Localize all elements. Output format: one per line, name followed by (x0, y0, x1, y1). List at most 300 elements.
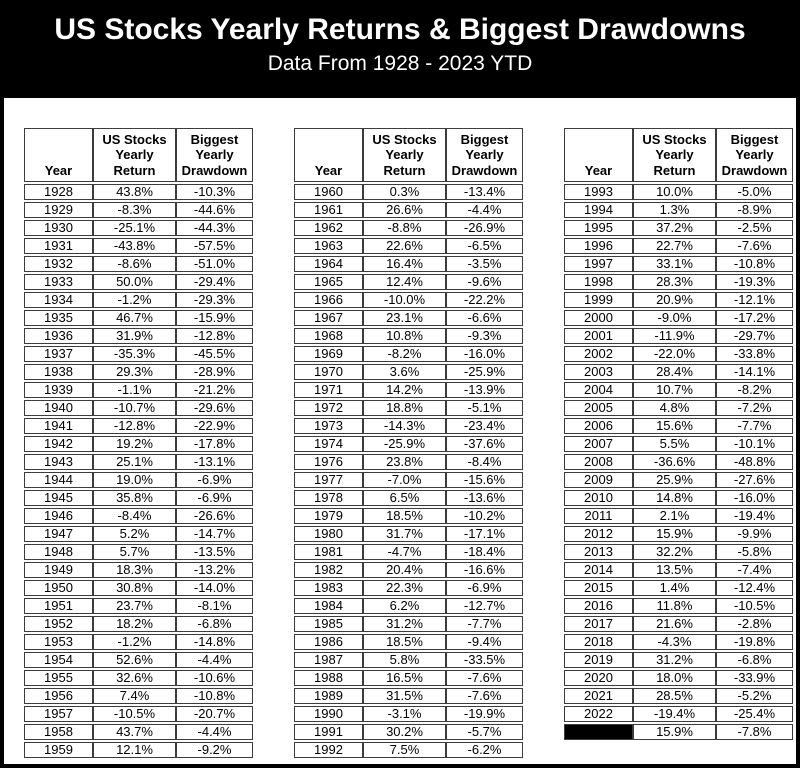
drawdown-cell: -33.5% (446, 652, 523, 668)
return-cell: 29.3% (93, 364, 176, 380)
return-cell: -25.9% (363, 436, 446, 452)
table-row (564, 418, 793, 434)
table-row (564, 652, 793, 668)
return-cell: -19.4% (633, 706, 716, 722)
return-cell: -36.6% (633, 454, 716, 470)
return-cell: 15.9% (633, 526, 716, 542)
drawdown-cell: -10.1% (716, 436, 793, 452)
drawdown-cell: -19.4% (716, 508, 793, 524)
drawdown-cell: -6.9% (446, 580, 523, 596)
year-cell: 1997 (564, 256, 633, 272)
year-cell: 2003 (564, 364, 633, 380)
drawdown-cell: -7.7% (716, 418, 793, 434)
table-row (294, 346, 523, 362)
year-cell: 1969 (294, 346, 363, 362)
table-row (564, 724, 793, 740)
column-header-drawdown: Biggest Yearly Drawdown (446, 128, 523, 182)
return-cell: 16.4% (363, 256, 446, 272)
drawdown-cell: -9.3% (446, 328, 523, 344)
year-cell: 1995 (564, 220, 633, 236)
return-cell: 14.2% (363, 382, 446, 398)
year-cell: 1928 (24, 184, 93, 200)
return-cell: 31.2% (633, 652, 716, 668)
column-header-return: US Stocks Yearly Return (363, 128, 446, 182)
drawdown-cell: -29.3% (176, 292, 253, 308)
year-cell: 1959 (24, 742, 93, 758)
year-cell: 1984 (294, 598, 363, 614)
year-cell: 1942 (24, 436, 93, 452)
table-row (564, 580, 793, 596)
table-row (294, 220, 523, 236)
table-row (564, 292, 793, 308)
drawdown-cell: -51.0% (176, 256, 253, 272)
return-cell: 32.6% (93, 670, 176, 686)
return-cell: 52.6% (93, 652, 176, 668)
table-row (564, 472, 793, 488)
drawdown-cell: -12.7% (446, 598, 523, 614)
drawdown-cell: -7.6% (446, 670, 523, 686)
table-row (24, 256, 253, 272)
drawdown-cell: -29.6% (176, 400, 253, 416)
year-cell: 1943 (24, 454, 93, 470)
table-row (294, 328, 523, 344)
drawdown-cell: -5.0% (716, 184, 793, 200)
drawdown-cell: -22.9% (176, 418, 253, 434)
return-cell: 46.7% (93, 310, 176, 326)
table-row (564, 490, 793, 506)
year-cell: 1990 (294, 706, 363, 722)
table-row (564, 616, 793, 632)
year-cell: 1982 (294, 562, 363, 578)
returns-table (564, 126, 793, 742)
drawdown-cell: -17.1% (446, 526, 523, 542)
return-cell: 23.8% (363, 454, 446, 470)
return-cell: 5.7% (93, 544, 176, 560)
year-cell: 2011 (564, 508, 633, 524)
year-cell: 1979 (294, 508, 363, 524)
year-cell: 1938 (24, 364, 93, 380)
drawdown-cell: -14.0% (176, 580, 253, 596)
drawdown-cell: -8.4% (446, 454, 523, 470)
year-cell: 1977 (294, 472, 363, 488)
column-header-year: Year (294, 128, 363, 182)
year-cell: 2013 (564, 544, 633, 560)
year-cell: 1935 (24, 310, 93, 326)
year-cell: 1989 (294, 688, 363, 704)
year-cell: 1939 (24, 382, 93, 398)
year-cell: 1981 (294, 544, 363, 560)
return-cell: -3.1% (363, 706, 446, 722)
year-cell: 1972 (294, 400, 363, 416)
year-cell: 2006 (564, 418, 633, 434)
return-cell: -22.0% (633, 346, 716, 362)
table-row (294, 652, 523, 668)
drawdown-cell: -19.8% (716, 634, 793, 650)
table-row (564, 238, 793, 254)
year-cell: 1971 (294, 382, 363, 398)
drawdown-cell: -20.7% (176, 706, 253, 722)
return-cell: -12.8% (93, 418, 176, 434)
table-row (294, 742, 523, 758)
year-cell: 2019 (564, 652, 633, 668)
year-cell: 1973 (294, 418, 363, 434)
drawdown-cell: -14.8% (176, 634, 253, 650)
table-row (24, 508, 253, 524)
table-row (294, 706, 523, 722)
return-cell: -11.9% (633, 328, 716, 344)
return-cell: 6.2% (363, 598, 446, 614)
year-cell: 1955 (24, 670, 93, 686)
year-cell: 1930 (24, 220, 93, 236)
drawdown-cell: -7.6% (716, 238, 793, 254)
drawdown-cell: -45.5% (176, 346, 253, 362)
drawdown-cell: -10.8% (176, 688, 253, 704)
drawdown-cell: -37.6% (446, 436, 523, 452)
drawdown-cell: -13.5% (176, 544, 253, 560)
title-banner (0, 0, 800, 85)
drawdown-cell: -21.2% (176, 382, 253, 398)
drawdown-cell: -14.1% (716, 364, 793, 380)
year-cell: 1950 (24, 580, 93, 596)
return-cell: 19.0% (93, 472, 176, 488)
drawdown-cell: -7.6% (446, 688, 523, 704)
year-cell: 2000 (564, 310, 633, 326)
drawdown-cell: -9.2% (176, 742, 253, 758)
header-row (294, 128, 523, 182)
table-row (564, 220, 793, 236)
return-cell: -43.8% (93, 238, 176, 254)
table-row (564, 310, 793, 326)
return-cell: 25.1% (93, 454, 176, 470)
year-cell: 1934 (24, 292, 93, 308)
drawdown-cell: -3.5% (446, 256, 523, 272)
return-cell: 5.8% (363, 652, 446, 668)
return-cell: -10.5% (93, 706, 176, 722)
return-cell: 15.6% (633, 418, 716, 434)
table-row (564, 346, 793, 362)
year-cell: 1993 (564, 184, 633, 200)
return-cell: 14.8% (633, 490, 716, 506)
drawdown-cell: -22.2% (446, 292, 523, 308)
return-cell: -1.1% (93, 382, 176, 398)
drawdown-cell: -13.4% (446, 184, 523, 200)
return-cell: 28.4% (633, 364, 716, 380)
drawdown-cell: -13.1% (176, 454, 253, 470)
table-row (294, 454, 523, 470)
year-cell: 1987 (294, 652, 363, 668)
drawdown-cell: -19.3% (716, 274, 793, 290)
table-row (294, 364, 523, 380)
year-cell: 1970 (294, 364, 363, 380)
table-row (24, 238, 253, 254)
drawdown-cell: -2.8% (716, 616, 793, 632)
drawdown-cell: -5.1% (446, 400, 523, 416)
drawdown-cell: -12.8% (176, 328, 253, 344)
drawdown-cell: -10.3% (176, 184, 253, 200)
return-cell: 7.4% (93, 688, 176, 704)
drawdown-cell: -17.2% (716, 310, 793, 326)
return-cell: 35.8% (93, 490, 176, 506)
returns-table-1993-2023 (564, 126, 793, 742)
year-cell: 2002 (564, 346, 633, 362)
drawdown-cell: -26.6% (176, 508, 253, 524)
year-cell: 1936 (24, 328, 93, 344)
drawdown-cell: -6.5% (446, 238, 523, 254)
table-row (294, 436, 523, 452)
table-row (24, 436, 253, 452)
return-cell: 18.8% (363, 400, 446, 416)
return-cell: 28.3% (633, 274, 716, 290)
drawdown-cell: -7.4% (716, 562, 793, 578)
table-row (294, 382, 523, 398)
drawdown-cell: -4.4% (446, 202, 523, 218)
return-cell: 6.5% (363, 490, 446, 506)
drawdown-cell: -10.5% (716, 598, 793, 614)
year-cell: 1944 (24, 472, 93, 488)
year-cell: 1941 (24, 418, 93, 434)
year-cell: 2015 (564, 580, 633, 596)
table-row (24, 598, 253, 614)
header-row (24, 128, 253, 182)
year-cell: 1966 (294, 292, 363, 308)
year-cell: 2010 (564, 490, 633, 506)
return-cell: 12.1% (93, 742, 176, 758)
year-cell: 1999 (564, 292, 633, 308)
drawdown-cell: -5.2% (716, 688, 793, 704)
table-row (24, 346, 253, 362)
return-cell: 10.8% (363, 328, 446, 344)
year-cell: 1956 (24, 688, 93, 704)
return-cell: 26.6% (363, 202, 446, 218)
year-cell: 1968 (294, 328, 363, 344)
page-title: US Stocks Yearly Returns & Biggest Drawdowns (54, 13, 746, 46)
return-cell: 13.5% (633, 562, 716, 578)
year-cell: 1962 (294, 220, 363, 236)
return-cell: 20.4% (363, 562, 446, 578)
year-cell: 1951 (24, 598, 93, 614)
drawdown-cell: -7.8% (716, 724, 793, 740)
return-cell: 23.1% (363, 310, 446, 326)
return-cell: 18.0% (633, 670, 716, 686)
table-row (24, 688, 253, 704)
return-cell: 18.2% (93, 616, 176, 632)
table-row (24, 310, 253, 326)
column-header-return: US Stocks Yearly Return (93, 128, 176, 182)
return-cell: 0.3% (363, 184, 446, 200)
column-header-return: US Stocks Yearly Return (633, 128, 716, 182)
year-cell: 2014 (564, 562, 633, 578)
drawdown-cell: -9.6% (446, 274, 523, 290)
year-cell: 1986 (294, 634, 363, 650)
return-cell: -9.0% (633, 310, 716, 326)
return-cell: 31.2% (363, 616, 446, 632)
return-cell: 22.3% (363, 580, 446, 596)
table-row (294, 634, 523, 650)
return-cell: 37.2% (633, 220, 716, 236)
year-cell: 2017 (564, 616, 633, 632)
return-cell: 25.9% (633, 472, 716, 488)
return-cell: 18.3% (93, 562, 176, 578)
drawdown-cell: -29.7% (716, 328, 793, 344)
return-cell: 33.1% (633, 256, 716, 272)
table-row (24, 220, 253, 236)
drawdown-cell: -2.5% (716, 220, 793, 236)
table-row (24, 382, 253, 398)
year-cell: 1964 (294, 256, 363, 272)
drawdown-cell: -13.9% (446, 382, 523, 398)
table-row (294, 526, 523, 542)
table-row (294, 508, 523, 524)
year-cell: 2009 (564, 472, 633, 488)
table-row (24, 544, 253, 560)
drawdown-cell: -9.9% (716, 526, 793, 542)
return-cell: -8.4% (93, 508, 176, 524)
column-header-year: Year (564, 128, 633, 182)
return-cell: -10.0% (363, 292, 446, 308)
table-row (564, 274, 793, 290)
year-cell: 1965 (294, 274, 363, 290)
drawdown-cell: -12.4% (716, 580, 793, 596)
year-cell: 2005 (564, 400, 633, 416)
tables-container (24, 126, 796, 760)
return-cell: 32.2% (633, 544, 716, 560)
returns-table-1928-1959 (24, 126, 253, 760)
table-row (564, 256, 793, 272)
return-cell: 3.6% (363, 364, 446, 380)
return-cell: -25.1% (93, 220, 176, 236)
return-cell: 20.9% (633, 292, 716, 308)
return-cell: 18.5% (363, 634, 446, 650)
return-cell: 21.6% (633, 616, 716, 632)
drawdown-cell: -10.8% (716, 256, 793, 272)
drawdown-cell: -27.6% (716, 472, 793, 488)
year-cell: 1978 (294, 490, 363, 506)
table-row (294, 472, 523, 488)
table-row (564, 364, 793, 380)
table-row (564, 598, 793, 614)
drawdown-cell: -6.8% (716, 652, 793, 668)
return-cell: -4.7% (363, 544, 446, 560)
return-cell: -7.0% (363, 472, 446, 488)
table-row (24, 454, 253, 470)
drawdown-cell: -15.6% (446, 472, 523, 488)
table-row (24, 184, 253, 200)
drawdown-cell: -29.4% (176, 274, 253, 290)
table-row (564, 562, 793, 578)
year-cell: 2023 (564, 724, 633, 740)
drawdown-cell: -6.2% (446, 742, 523, 758)
return-cell: 10.0% (633, 184, 716, 200)
return-cell: 2.1% (633, 508, 716, 524)
table-row (294, 688, 523, 704)
table-row (294, 310, 523, 326)
table-row (294, 598, 523, 614)
drawdown-cell: -44.6% (176, 202, 253, 218)
year-cell: 1946 (24, 508, 93, 524)
table-row (564, 634, 793, 650)
return-cell: 5.5% (633, 436, 716, 452)
returns-table-1960-1992 (294, 126, 523, 760)
table-row (24, 274, 253, 290)
return-cell: 31.7% (363, 526, 446, 542)
return-cell: 10.7% (633, 382, 716, 398)
year-cell: 1933 (24, 274, 93, 290)
return-cell: 16.5% (363, 670, 446, 686)
year-cell: 1996 (564, 238, 633, 254)
drawdown-cell: -6.9% (176, 490, 253, 506)
drawdown-cell: -17.8% (176, 436, 253, 452)
return-cell: -4.3% (633, 634, 716, 650)
year-cell: 1945 (24, 490, 93, 506)
table-row (24, 490, 253, 506)
drawdown-cell: -10.6% (176, 670, 253, 686)
drawdown-cell: -15.9% (176, 310, 253, 326)
return-cell: 7.5% (363, 742, 446, 758)
drawdown-cell: -48.8% (716, 454, 793, 470)
table-row (294, 490, 523, 506)
year-cell: 1948 (24, 544, 93, 560)
year-cell: 1992 (294, 742, 363, 758)
year-cell: 2001 (564, 328, 633, 344)
table-row (564, 526, 793, 542)
table-row (564, 706, 793, 722)
table-row (24, 562, 253, 578)
header-row (564, 128, 793, 182)
drawdown-cell: -7.7% (446, 616, 523, 632)
column-header-year: Year (24, 128, 93, 182)
return-cell: 12.4% (363, 274, 446, 290)
drawdown-cell: -23.4% (446, 418, 523, 434)
drawdown-cell: -16.6% (446, 562, 523, 578)
return-cell: -1.2% (93, 292, 176, 308)
drawdown-cell: -4.4% (176, 724, 253, 740)
year-cell: 2008 (564, 454, 633, 470)
return-cell: 31.9% (93, 328, 176, 344)
year-cell: 1929 (24, 202, 93, 218)
drawdown-cell: -10.2% (446, 508, 523, 524)
year-cell: 2018 (564, 634, 633, 650)
return-cell: 30.2% (363, 724, 446, 740)
table-row (24, 364, 253, 380)
drawdown-cell: -7.2% (716, 400, 793, 416)
return-cell: 19.2% (93, 436, 176, 452)
table-row (564, 202, 793, 218)
table-row (564, 400, 793, 416)
return-cell: 22.7% (633, 238, 716, 254)
year-cell: 2016 (564, 598, 633, 614)
table-row (24, 526, 253, 542)
drawdown-cell: -9.4% (446, 634, 523, 650)
table-row (24, 652, 253, 668)
drawdown-cell: -13.2% (176, 562, 253, 578)
table-row (564, 544, 793, 560)
table-row (24, 400, 253, 416)
drawdown-cell: -8.2% (716, 382, 793, 398)
table-row (24, 328, 253, 344)
year-cell: 1961 (294, 202, 363, 218)
table-row (24, 724, 253, 740)
return-cell: 4.8% (633, 400, 716, 416)
drawdown-cell: -18.4% (446, 544, 523, 560)
table-row (294, 544, 523, 560)
return-cell: 15.9% (633, 724, 716, 740)
drawdown-cell: -13.6% (446, 490, 523, 506)
return-cell: 1.3% (633, 202, 716, 218)
table-row (24, 292, 253, 308)
year-cell: 1994 (564, 202, 633, 218)
table-row (24, 472, 253, 488)
table-row (564, 508, 793, 524)
